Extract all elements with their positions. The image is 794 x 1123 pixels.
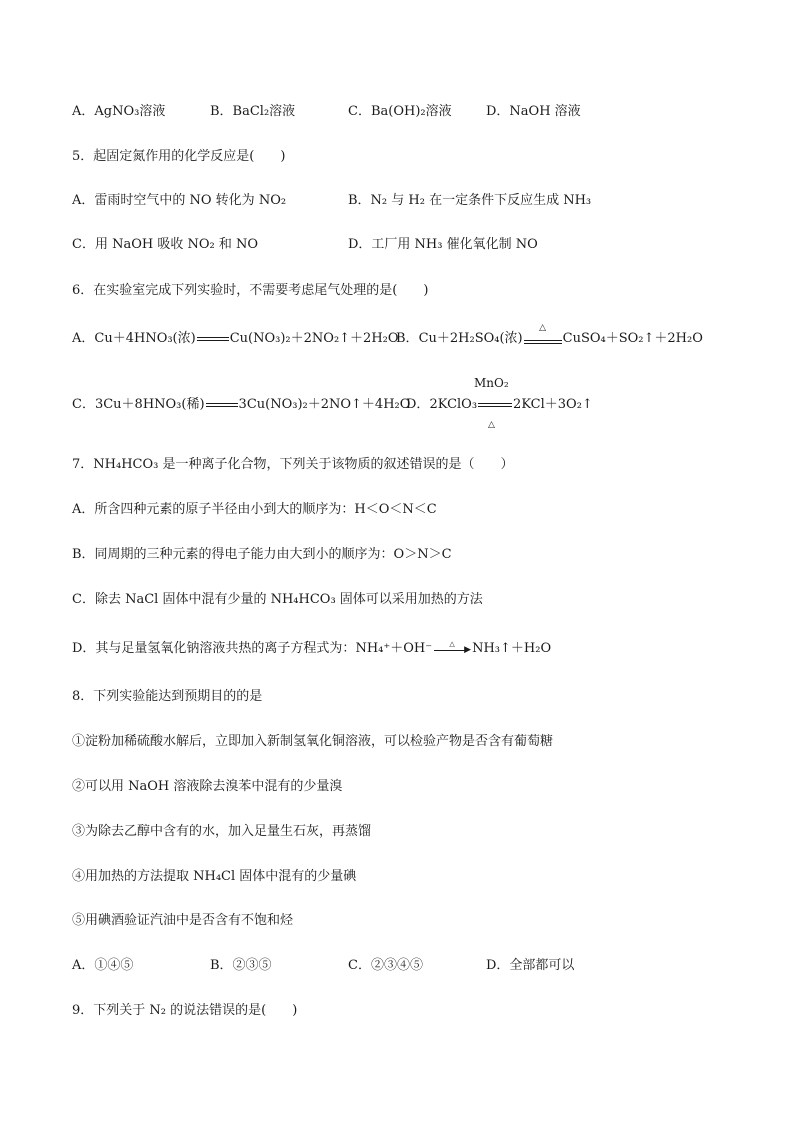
q6-d-products: 2KCl＋3O₂↑ <box>513 397 593 412</box>
q6-b-label: B． <box>396 331 419 346</box>
q7-d-prefix: D．其与足量氢氧化钠溶液共热的离子方程式为： <box>72 641 356 656</box>
q5-option-b: B．N₂ 与 H₂ 在一定条件下反应生成 NH₃ <box>348 193 592 208</box>
q6-stem: 6．在实验室完成下列实验时，不需要考虑尾气处理的是( ) <box>72 283 429 298</box>
q5-option-a: A．雷雨时空气中的 NO 转化为 NO₂ <box>72 193 287 208</box>
q8-option-d: D．全部都可以 <box>486 958 575 973</box>
q6-c-reactants: 3Cu＋8HNO₃(稀) <box>94 397 205 412</box>
q6-c-label: C． <box>72 397 95 412</box>
q7-stem: 7．NH₄HCO₃ 是一种离子化合物，下列关于该物质的叙述错误的是（ ） <box>72 457 514 472</box>
equals-sign-icon <box>205 396 239 414</box>
q6-a-label: A． <box>72 331 95 346</box>
q8-option-a: A．①④⑤ <box>72 958 134 973</box>
q6-a-products: Cu(NO₃)₂＋2NO₂↑＋2H₂O <box>229 331 399 346</box>
list-item: ⑤用碘酒验证汽油中是否含有不饱和烃 <box>72 913 294 928</box>
list-item: ②可以用 NaOH 溶液除去溴苯中混有的少量溴 <box>72 779 343 794</box>
q8-option-c: C．②③④⑤ <box>348 958 423 973</box>
q7-option-b: B．同周期的三种元素的得电子能力由大到小的顺序为：O＞N＞C <box>72 547 452 562</box>
q6-option-c <box>72 396 410 414</box>
q7-d-reactants: NH₄⁺＋OH⁻ <box>355 641 433 656</box>
q7-option-d <box>72 640 551 658</box>
heat-arrow-icon: △ ▶ <box>432 640 472 658</box>
heat-triangle-icon: △ <box>488 420 495 430</box>
heat-triangle-icon: △ <box>539 323 547 333</box>
q5-option-d: D．工厂用 NH₃ 催化氧化制 NO <box>348 237 538 252</box>
q4-option-c: C．Ba(OH)₂溶液 <box>348 104 452 119</box>
q4-option-b: B．BaCl₂溶液 <box>210 104 296 119</box>
q6-b-reactants: Cu＋2H₂SO₄(浓) <box>418 331 523 346</box>
q6-d-catalyst: MnO₂ <box>474 376 509 390</box>
q6-d-reactants: 2KClO₃ <box>429 397 478 412</box>
q8-option-b: B．②③⑤ <box>210 958 272 973</box>
heat-triangle-icon: △ <box>449 640 455 648</box>
list-item: ④用加热的方法提取 NH₄Cl 固体中混有的少量碘 <box>72 869 357 884</box>
q5-option-c: C．用 NaOH 吸收 NO₂ 和 NO <box>72 237 259 252</box>
q6-option-a <box>72 330 399 348</box>
q7-option-a: A．所含四种元素的原子半径由小到大的顺序为：H＜O＜N＜C <box>72 502 437 517</box>
q6-d-label: D． <box>406 397 430 412</box>
q8-stem: 8．下列实验能达到预期目的的是 <box>72 689 263 704</box>
q6-c-products: 3Cu(NO₃)₂＋2NO↑＋4H₂O <box>238 397 411 412</box>
q5-stem: 5．起固定氮作用的化学反应是( ) <box>72 149 286 164</box>
list-item: ①淀粉加稀硫酸水解后，立即加入新制氢氧化铜溶液，可以检验产物是否含有葡萄糖 <box>72 734 554 749</box>
q6-b-products: CuSO₄＋SO₂↑＋2H₂O <box>562 331 703 346</box>
q9-stem: 9．下列关于 N₂ 的说法错误的是( ) <box>72 1003 298 1018</box>
q6-a-reactants: Cu＋4HNO₃(浓) <box>94 331 196 346</box>
heat-equals-icon <box>523 323 563 348</box>
q6-option-b <box>396 323 703 348</box>
q4-option-a: A．AgNO₃溶液 <box>72 104 166 119</box>
q6-option-d <box>406 396 593 414</box>
q4-option-d: D．NaOH 溶液 <box>486 104 581 119</box>
list-item: ③为除去乙醇中含有的水，加入足量生石灰，再蒸馏 <box>72 824 372 839</box>
equals-sign-icon <box>196 330 230 348</box>
q7-d-products: NH₃↑＋H₂O <box>472 641 552 656</box>
equals-sign-icon <box>477 396 513 414</box>
q7-option-c: C．除去 NaCl 固体中混有少量的 NH₄HCO₃ 固体可以采用加热的方法 <box>72 592 483 607</box>
